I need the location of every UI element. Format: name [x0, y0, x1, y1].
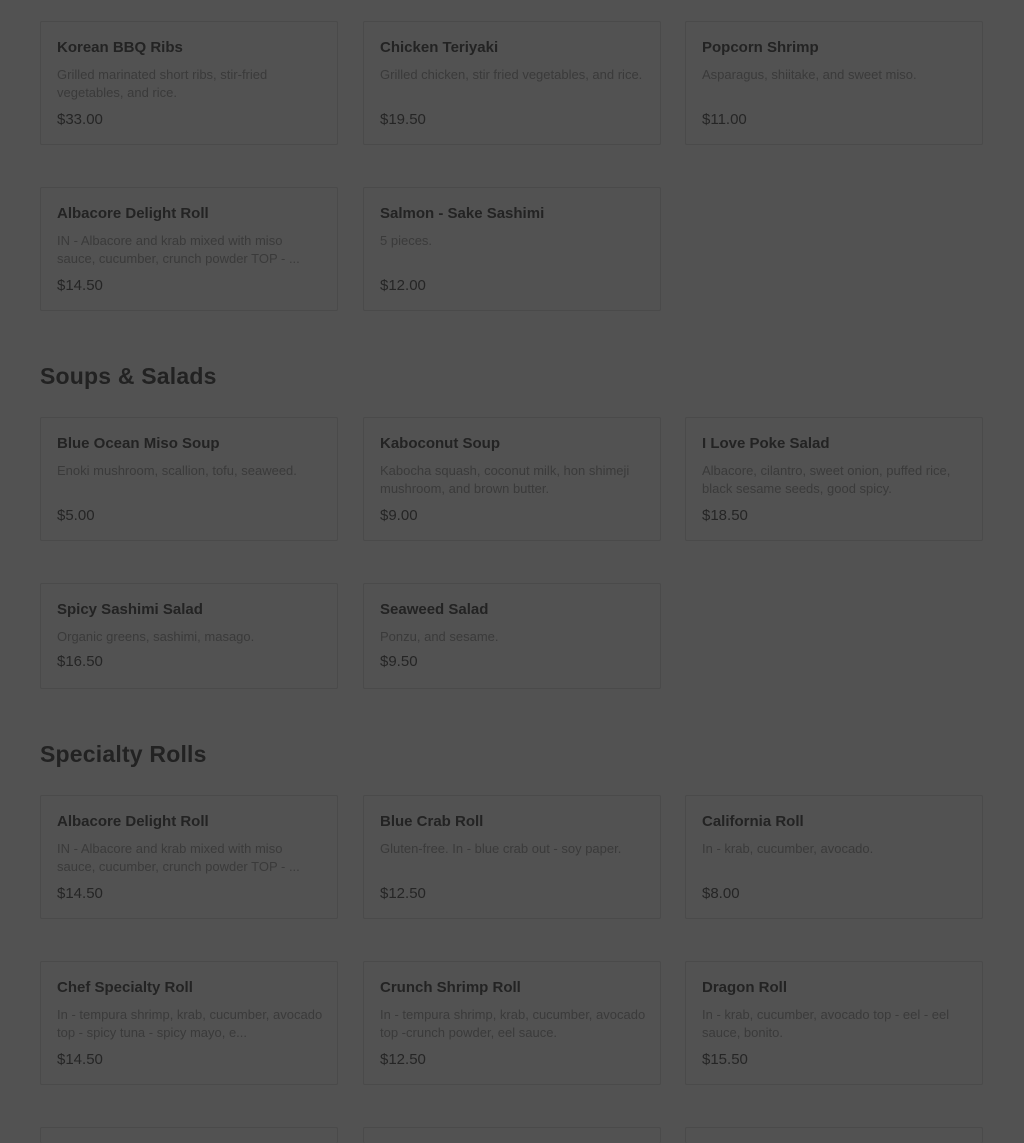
menu-item-description: In - tempura shrimp, krab, cucumber, avocado top -crunch powder, eel sauce.: [380, 1007, 646, 1040]
menu-item-description: Enoki mushroom, scallion, tofu, seaweed.: [57, 463, 297, 478]
menu-item-description: In - krab, cucumber, avocado top - eel - eel sauce, bonito.: [702, 1007, 950, 1040]
menu-item-name: Spicy Sashimi Salad: [57, 601, 203, 618]
menu-item-name: I Love Poke Salad: [702, 435, 830, 452]
menu-item-description: Albacore, cilantro, sweet onion, puffed rice, black sesame seeds, good spicy.: [702, 463, 951, 496]
menu-item-price: $8.00: [702, 885, 740, 902]
menu-item-name: Crunch Shrimp Roll: [380, 979, 521, 996]
menu-item-card[interactable]: [685, 417, 983, 541]
menu-item-description: Ponzu, and sesame.: [380, 629, 499, 644]
menu-item-price: $16.50: [57, 653, 103, 670]
menu-item-price: $12.00: [380, 277, 426, 294]
menu-item-price: $12.50: [380, 885, 426, 902]
menu-item-price: $14.50: [57, 885, 103, 902]
menu-item-description: 5 pieces.: [380, 233, 433, 248]
menu-item-card[interactable]: [40, 187, 338, 311]
menu-item-price: $14.50: [57, 277, 103, 294]
menu-item-card[interactable]: [40, 21, 338, 145]
menu-item-card[interactable]: [40, 961, 338, 1085]
menu-item-description: Gluten-free. In - blue crab out - soy paper.: [380, 841, 622, 856]
menu-item-price: $9.50: [380, 653, 418, 670]
menu-item-name: Albacore Delight Roll: [57, 813, 209, 830]
menu-item-name: Albacore Delight Roll: [57, 205, 209, 222]
menu-item-card[interactable]: [685, 961, 983, 1085]
menu-item-description: Organic greens, sashimi, masago.: [57, 629, 255, 644]
menu-item-card[interactable]: [363, 21, 661, 145]
menu-item-card[interactable]: [685, 21, 983, 145]
menu-item-name: Korean BBQ Ribs: [57, 39, 183, 56]
menu-item-price: $5.00: [57, 507, 95, 524]
menu-item-card[interactable]: [685, 795, 983, 919]
section-title-soups-salads: Soups & Salads: [40, 363, 217, 389]
menu-item-price: $18.50: [702, 507, 748, 524]
menu-item-description: IN - Albacore and krab mixed with miso sauce, cucumber, crunch powder TOP - ...: [57, 841, 300, 874]
menu-item-description: IN - Albacore and krab mixed with miso sauce, cucumber, crunch powder TOP - ...: [57, 233, 300, 266]
menu-item-name: Salmon - Sake Sashimi: [380, 205, 545, 222]
menu-item-price: $33.00: [57, 111, 103, 128]
menu-item-price: $15.50: [702, 1051, 748, 1068]
menu-item-card[interactable]: [40, 795, 338, 919]
menu-item-description: Grilled marinated short ribs, stir-fried vegetables, and rice.: [57, 67, 268, 100]
menu-item-description: In - tempura shrimp, krab, cucumber, avocado top - spicy tuna - spicy mayo, e...: [57, 1007, 323, 1040]
menu-item-card-partial[interactable]: [363, 1127, 661, 1143]
menu-item-name: Chef Specialty Roll: [57, 979, 193, 996]
menu-item-price: $11.00: [702, 111, 747, 128]
menu-item-name: California Roll: [702, 813, 804, 830]
menu-item-name: Seaweed Salad: [380, 601, 489, 618]
section-title-specialty-rolls: Specialty Rolls: [40, 741, 207, 767]
menu-item-card[interactable]: [363, 583, 661, 689]
menu-item-name: Popcorn Shrimp: [702, 39, 819, 56]
menu-item-description: Kabocha squash, coconut milk, hon shimeji mushroom, and brown butter.: [380, 463, 630, 496]
menu-item-card[interactable]: [363, 961, 661, 1085]
menu-item-description: In - krab, cucumber, avocado.: [702, 841, 874, 856]
menu-item-card[interactable]: [40, 583, 338, 689]
menu-item-card-partial[interactable]: [685, 1127, 983, 1143]
menu-item-card[interactable]: [363, 795, 661, 919]
menu-item-card[interactable]: [40, 417, 338, 541]
menu-item-price: $19.50: [380, 111, 426, 128]
menu-item-price: $14.50: [57, 1051, 103, 1068]
menu-item-card[interactable]: [363, 417, 661, 541]
menu-item-name: Kaboconut Soup: [380, 435, 500, 452]
menu-item-price: $9.00: [380, 507, 418, 524]
menu-item-card[interactable]: [363, 187, 661, 311]
menu-item-name: Chicken Teriyaki: [380, 39, 499, 56]
menu-item-name: Blue Ocean Miso Soup: [57, 435, 220, 452]
menu-item-price: $12.50: [380, 1051, 426, 1068]
menu-item-card-partial[interactable]: [40, 1127, 338, 1143]
menu-item-description: Grilled chicken, stir fried vegetables, and rice.: [380, 67, 643, 82]
menu-item-description: Asparagus, shiitake, and sweet miso.: [702, 67, 917, 82]
menu-item-name: Blue Crab Roll: [380, 813, 484, 830]
menu-item-name: Dragon Roll: [702, 979, 787, 996]
